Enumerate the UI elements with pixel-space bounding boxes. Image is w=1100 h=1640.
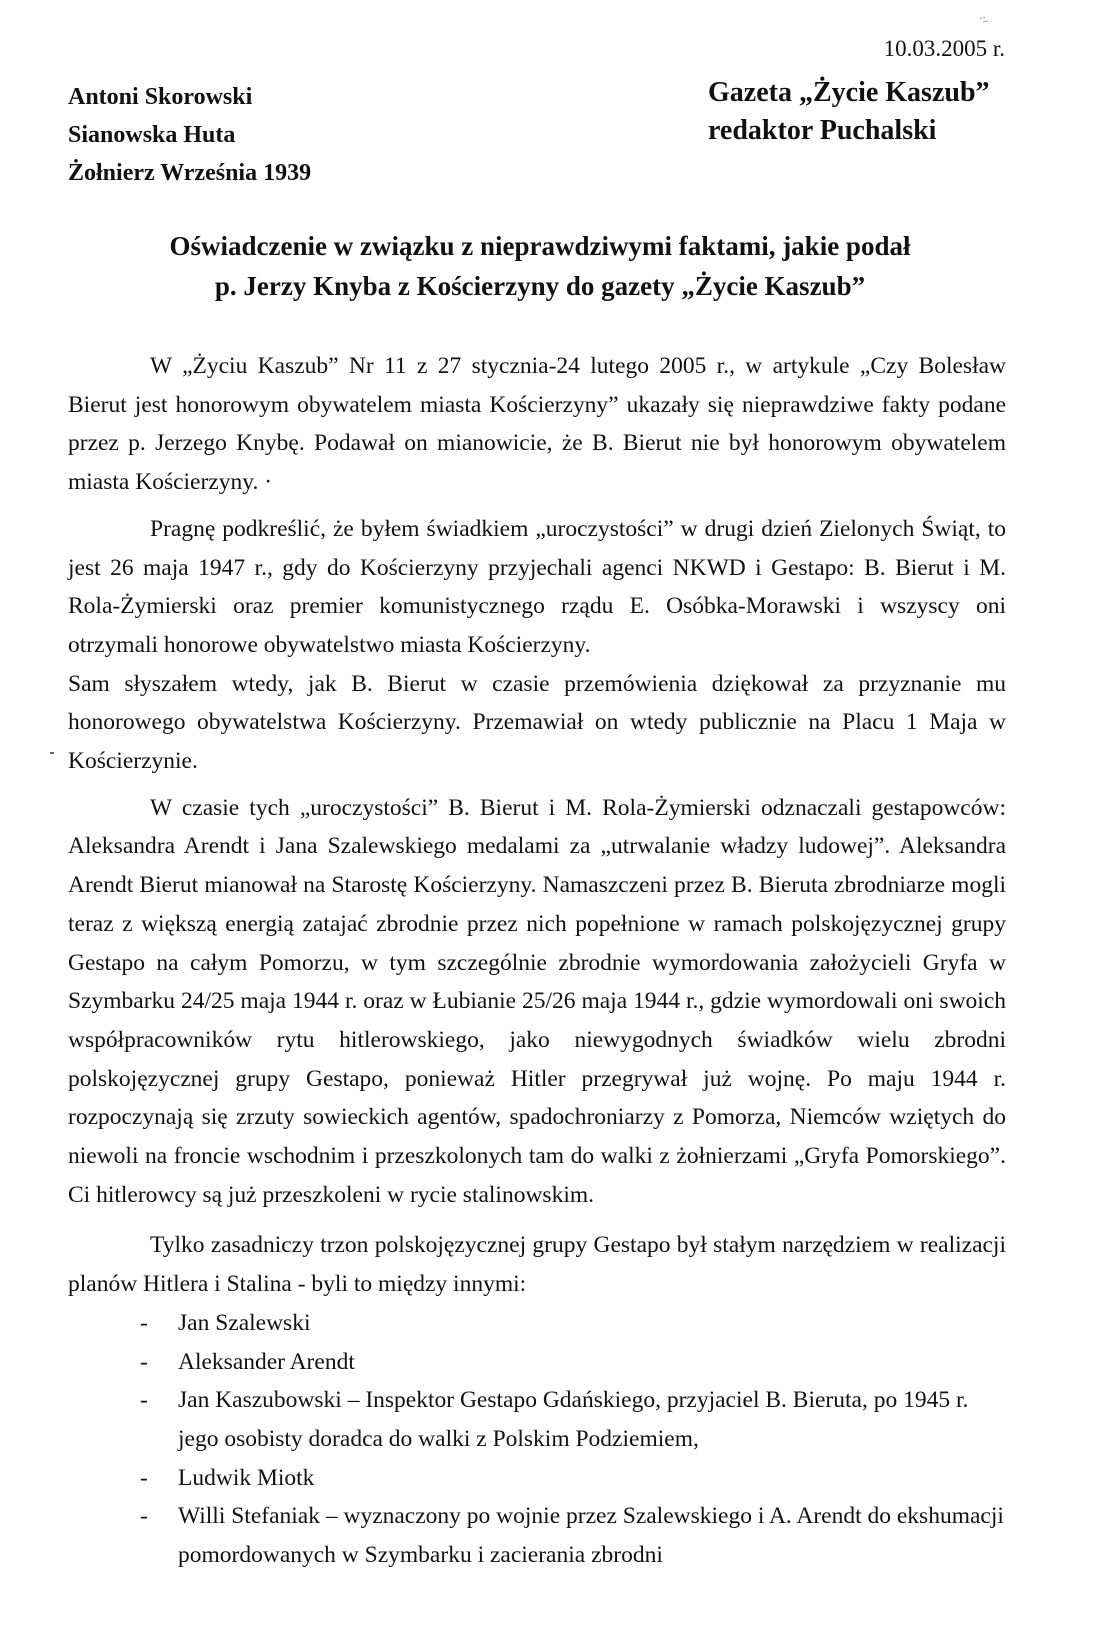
sender-name: Antoni Skorowski	[68, 84, 253, 110]
list-item-text: Jan Szalewski	[178, 1309, 311, 1336]
list-item-text: Aleksander Arendt	[178, 1348, 355, 1375]
document-date: 10.03.2005 r.	[883, 36, 1005, 61]
sender-block	[68, 78, 311, 192]
scan-speck: ·:.	[979, 14, 988, 25]
paragraph-4: W czasie tych „uroczystości” B. Bierut i M. Rola-Żymierski odznaczali gestapowców: Aleksandra Arendt i Jana Szalewskiego medalami za „utrwalanie władzy ludowej”. Aleksandra Arendt Bierut mianował na Starostę Kościerzyny. Namaszczeni przez B. Bieruta zbrodniarze mogli teraz z większą energią zatajać zbrodnie przez nich popełnione w ramach polskojęzycznej grupy Gestapo na całym Pomorzu, w tym szczególnie zbrodnie wymordowania założycieli Gryfa w Szymbarku 24/25 maja 1944 r. oraz w Łubianie 25/26 maja 1944 r., gdzie wymordowali oni swoich współpracowników rytu hitlerowskiego, jako niewygodnych świadków wielu zbrodni polskojęzycznej grupy Gestapo, ponieważ Hitler przegrywał już wojnę. Po maju 1944 r. rozpoczynają się zrzuty sowieckich agentów, spadochroniarzy z Pomorza, Niemców wziętych do niewoli na froncie wschodnim i przeszkolonych tam do walki z żołnierzami „Gryfa Pomorskiego”. Ci hitlerowcy są już przeszkoleni w rycie stalinowskim.	[68, 794, 1006, 1208]
list-item	[68, 1304, 1006, 1343]
list-item-text: Ludwik Miotk	[178, 1464, 315, 1491]
gestapo-members-list	[68, 1304, 1006, 1575]
list-item	[68, 1343, 1006, 1382]
title-line-1: Oświadczenie w związku z nieprawdziwymi faktami, jakie podał	[169, 231, 911, 261]
paragraph-5: Tylko zasadniczy trzon polskojęzycznej grupy Gestapo był stałym narzędziem w realizacji planów Hitlera i Stalina - byli to między innymi:	[68, 1232, 1006, 1298]
document-body	[68, 347, 1006, 1575]
list-item	[68, 1497, 1006, 1574]
list-item	[68, 1459, 1006, 1498]
sender-place: Sianowska Huta	[68, 122, 236, 148]
paragraph-2: Pragnę podkreślić, że byłem świadkiem „uroczystości” w drugi dzień Zielonych Świąt, to jest 26 maja 1947 r., gdy do Kościerzyny przyjechali agenci NKWD i Gestapo: B. Bierut i M. Rola-Żymierski oraz premier komunistycznego rządu E. Osóbka-Morawski i wszyscy oni otrzymali honorowe obywatelstwo miasta Kościerzyny.	[68, 515, 1006, 658]
sender-role: Żołnierz Września 1939	[68, 160, 312, 186]
list-item-text: Jan Kaszubowski – Inspektor Gestapo Gdańskiego, przyjaciel B. Bieruta, po 1945 r. jego osobisty doradca do walki z Polskim Podziemiem,	[178, 1387, 969, 1452]
list-item-text: Willi Stefaniak – wyznaczony po wojnie przez Szalewskiego i A. Arendt do ekshumacji pomordowanych w Szymbarku i zacierania zbrodni	[178, 1503, 1004, 1569]
document-title	[60, 226, 1020, 306]
paragraph-1: W „Życiu Kaszub” Nr 11 z 27 stycznia-24 lutego 2005 r., w artykule „Czy Bolesław Bierut jest honorowym obywatelem miasta Kościerzyny” ukazały się nieprawdziwe fakty podane przez p. Jerzego Knybę. Podawał on mianowicie, że B. Bierut nie był honorowym obywatelem miasta Kościerzyny. ·	[68, 353, 1006, 496]
list-dash: -	[140, 1464, 148, 1491]
list-dash: -	[140, 1348, 148, 1375]
paragraph-3: Sam słyszałem wtedy, jak B. Bierut w czasie przemówienia dziękował za przyznanie mu honorowego obywatelstwa Kościerzyny. Przemawiał on wtedy publicznie na Placu 1 Maja w Kościerzynie.	[68, 670, 1006, 775]
recipient-newspaper: Gazeta „Życie Kaszub”	[708, 77, 990, 108]
scan-speck-margin	[50, 752, 54, 754]
list-dash: -	[140, 1309, 148, 1336]
title-line-2: p. Jerzy Knyba z Kościerzyny do gazety „Życie Kaszub”	[214, 271, 866, 301]
list-dash: -	[140, 1503, 148, 1530]
recipient-block	[708, 74, 990, 150]
list-item	[68, 1381, 1006, 1458]
list-dash: -	[140, 1387, 148, 1414]
recipient-editor: redaktor Puchalski	[708, 115, 937, 146]
